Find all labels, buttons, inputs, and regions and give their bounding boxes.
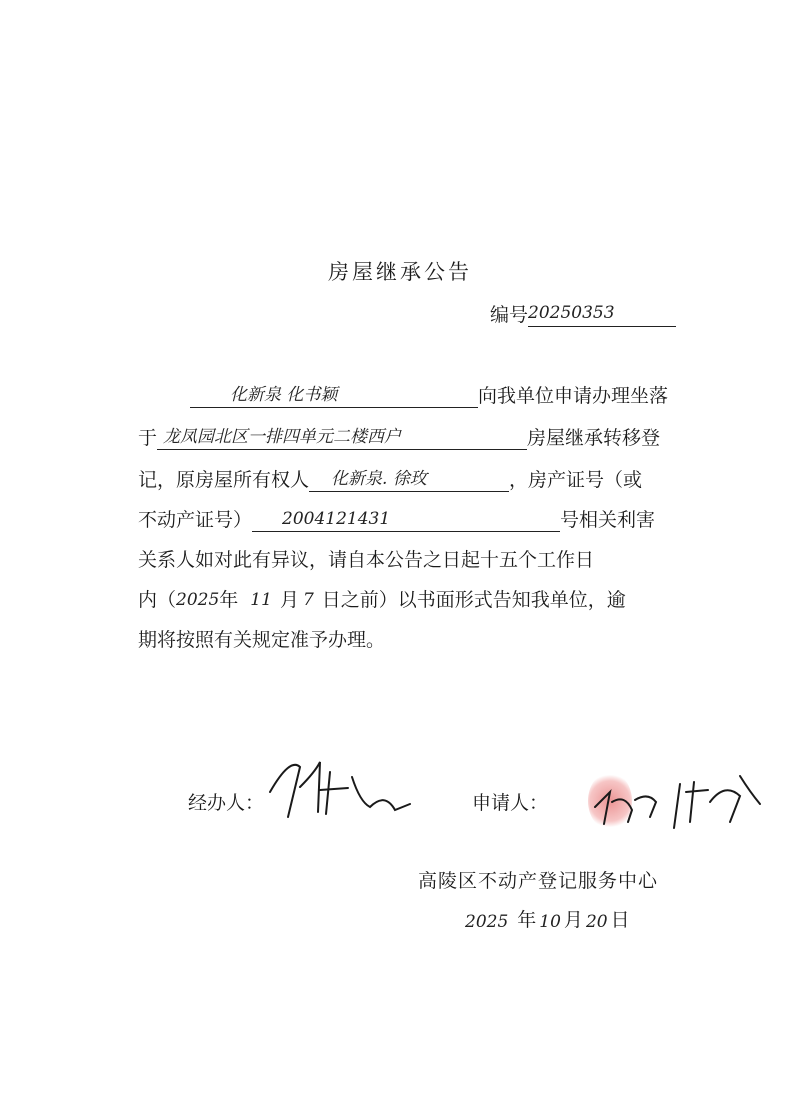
body-line-2-prefix: 于 bbox=[138, 427, 158, 449]
body-line-2-suffix: 房屋继承转移登 bbox=[527, 427, 661, 449]
notice-title: 房屋继承公告 bbox=[328, 260, 472, 284]
date-year-label: 年 bbox=[517, 909, 537, 931]
body-line-1-text: 向我单位申请办理坐落 bbox=[478, 385, 669, 407]
body-line-3-suffix: ，房产证号（或 bbox=[509, 469, 643, 491]
organization-name: 高陵区不动产登记服务中心 bbox=[418, 870, 659, 892]
date-month-label: 月 bbox=[563, 909, 583, 931]
number-value: 20250353 bbox=[528, 302, 676, 327]
date-year: 2025 bbox=[465, 912, 509, 932]
body-line-6-suffix: 日之前）以书面形式告知我单位，逾 bbox=[321, 589, 626, 611]
date-day: 20 bbox=[585, 912, 608, 932]
date-month: 10 bbox=[539, 912, 561, 932]
applicant-label: 申请人： bbox=[472, 792, 549, 814]
body-line-4 bbox=[138, 508, 698, 532]
notice-date bbox=[462, 905, 630, 932]
body-line-6-prefix: 内（ bbox=[138, 589, 177, 611]
body-line-2 bbox=[138, 426, 698, 450]
deadline-month-label: 月 bbox=[279, 589, 299, 611]
body-line-6 bbox=[138, 588, 698, 612]
handler-signature bbox=[260, 752, 420, 832]
date-day-label: 日 bbox=[610, 909, 630, 931]
notice-number-row bbox=[490, 300, 676, 327]
body-line-1 bbox=[138, 384, 698, 408]
applicants-field: 化新泉 化书颖 bbox=[190, 384, 478, 408]
handler-label: 经办人： bbox=[188, 792, 265, 814]
number-label: 编号 bbox=[490, 304, 529, 326]
deadline-year: 2025 bbox=[176, 590, 220, 610]
body-line-4-prefix: 不动产证号） bbox=[138, 509, 253, 531]
address-field: 龙凤园北区一排四单元二楼西户 bbox=[157, 426, 527, 450]
applicant-signature bbox=[590, 762, 770, 842]
deadline-year-label: 年 bbox=[219, 589, 239, 611]
body-line-7: 期将按照有关规定准予办理。 bbox=[138, 629, 386, 651]
body-line-5: 关系人如对此有异议，请自本公告之日起十五个工作日 bbox=[138, 549, 595, 571]
owners-field: 化新泉. 徐玫 bbox=[309, 468, 509, 492]
cert-number-field: 2004121431 bbox=[252, 508, 560, 532]
body-line-3 bbox=[138, 468, 698, 492]
body-line-4-suffix: 号相关利害 bbox=[560, 509, 656, 531]
body-line-3-prefix: 记，原房屋所有权人 bbox=[138, 469, 310, 491]
deadline-day: 7 bbox=[302, 590, 314, 610]
deadline-month: 11 bbox=[250, 590, 272, 610]
